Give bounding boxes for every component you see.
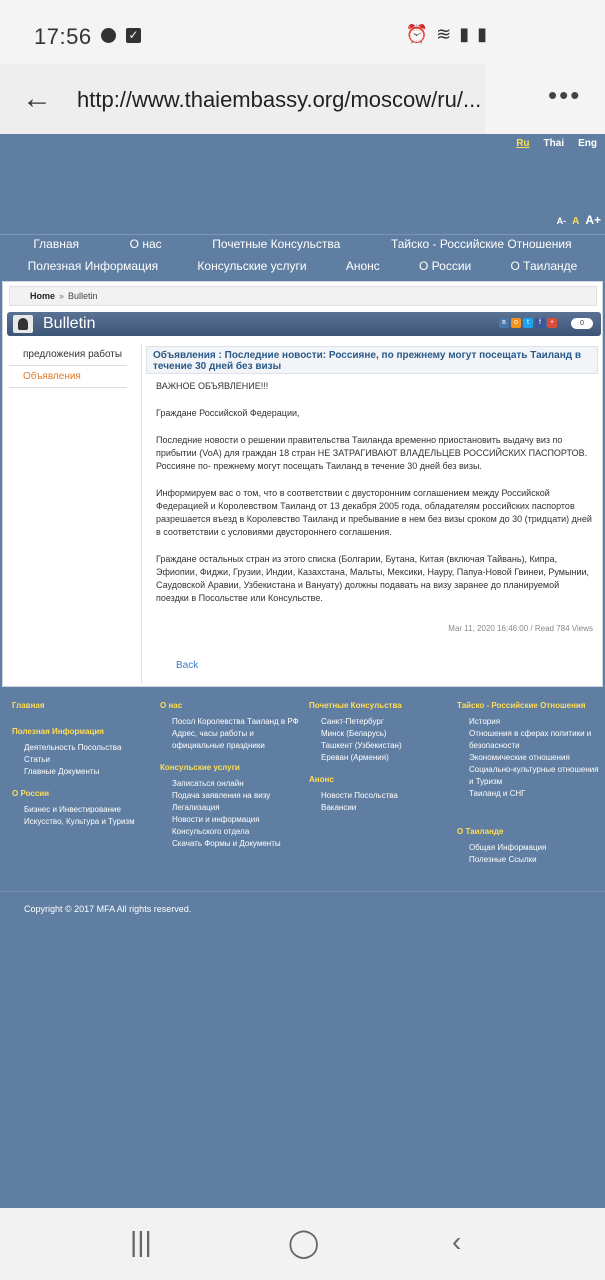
plus-icon[interactable]: + [547, 318, 557, 328]
sidebar-item-announcements[interactable]: Объявления [9, 366, 127, 388]
article-body [156, 380, 594, 619]
sidebar [9, 344, 127, 388]
lang-eng[interactable]: Eng [578, 138, 597, 149]
footer-col-3 [309, 700, 449, 814]
footer-link[interactable]: Статьи [24, 755, 50, 764]
font-default[interactable]: A [572, 216, 580, 227]
footer-link[interactable]: Подача заявления на визу [172, 791, 271, 800]
bulletin-icon [13, 315, 33, 333]
footer-link[interactable]: Тайско - Российские Отношения [457, 701, 586, 710]
footer-link[interactable]: Записаться онлайн [172, 779, 244, 788]
footer-link[interactable]: Ереван (Армения) [321, 753, 389, 762]
footer-col-2 [160, 700, 300, 850]
footer-link[interactable]: О России [12, 789, 50, 798]
footer-col-4 [457, 700, 599, 866]
lang-thai[interactable]: Thai [543, 138, 565, 149]
status-bar [0, 0, 605, 64]
article-heading: Объявления : Последние новости: Россияне, по прежнему могут посещать Таиланд в течение 30 дней без визы [146, 346, 598, 374]
footer-link[interactable]: О Таиланде [457, 827, 504, 836]
font-size-controls [557, 213, 601, 227]
nav-home[interactable]: Главная [33, 237, 80, 251]
footer-link[interactable]: Деятельность Посольства [24, 743, 122, 752]
share-count: 0 [571, 318, 593, 329]
nav-announce[interactable]: Анонс [345, 259, 380, 273]
battery-icon: ▮ [477, 24, 487, 44]
status-time: 17:56 [34, 24, 92, 49]
nav-russia[interactable]: О России [419, 259, 472, 273]
footer-link[interactable]: Экономические отношения [469, 753, 570, 762]
back-icon[interactable]: ‹ [452, 1226, 462, 1257]
footer-link[interactable]: Вакансии [321, 803, 357, 812]
footer-link[interactable]: Анонс [309, 775, 334, 784]
copyright: Copyright © 2017 MFA All rights reserved. [24, 904, 192, 914]
footer-link[interactable]: Главные Документы [24, 767, 100, 776]
footer-link[interactable]: Почетные Консульства [309, 701, 402, 710]
footer-link[interactable]: Минск (Беларусь) [321, 729, 387, 738]
back-arrow-icon[interactable]: ← [22, 82, 52, 115]
nav-consulates[interactable]: Почетные Консульства [212, 237, 341, 251]
home-icon[interactable]: ◯ [288, 1227, 320, 1258]
facebook-icon[interactable]: f [535, 318, 545, 328]
footer-link[interactable]: Искусство, Культура и Туризм [24, 817, 135, 826]
breadcrumb: Home » Bulletin [9, 286, 597, 306]
footer-link[interactable]: Ташкент (Узбекистан) [321, 741, 402, 750]
font-increase[interactable]: A+ [585, 213, 601, 227]
nav-thai-russian[interactable]: Тайско - Российские Отношения [390, 237, 572, 251]
checkbox-notification-icon: ✓ [126, 28, 141, 43]
footer-link[interactable]: Бизнес и Инвестирование [24, 805, 121, 814]
language-switcher [516, 138, 597, 149]
footer-link[interactable]: Таиланд и СНГ [469, 789, 526, 798]
footer-link[interactable]: Новости Посольства [321, 791, 398, 800]
footer-col-1 [12, 700, 152, 828]
article-paragraph: ВАЖНОЕ ОБЪЯВЛЕНИЕ!!! [156, 381, 269, 391]
footer-link[interactable]: О нас [160, 701, 183, 710]
footer-link[interactable]: Санкт-Петербург [321, 717, 384, 726]
alarm-icon: ⏰ [405, 24, 429, 44]
footer-link[interactable]: История [469, 717, 501, 726]
title-bar [7, 312, 601, 336]
footer-link[interactable]: Новости и информация Консульского отдела [172, 815, 260, 836]
more-menu-icon[interactable]: ••• [548, 80, 582, 110]
main-nav [0, 234, 605, 280]
article-paragraph: Граждане Российской Федерации, [156, 408, 300, 418]
nav-useful-info[interactable]: Полезная Информация [27, 259, 159, 273]
site-footer [0, 688, 605, 892]
article-area [141, 344, 601, 684]
footer-link[interactable]: Скачать Формы и Документы [172, 839, 281, 848]
footer-link[interactable]: Социально-культурные отношения и Туризм [469, 765, 599, 786]
footer-link[interactable]: Полезные Ссылки [469, 855, 537, 864]
main-panel [2, 281, 603, 687]
vk-icon[interactable]: в [499, 318, 509, 328]
signal-icon: ▮ [459, 24, 470, 44]
footer-link[interactable]: Полезная Информация [12, 727, 104, 736]
odnoklassniki-icon[interactable]: o [511, 318, 521, 328]
article-meta: Mar 11, 2020 16:46:00 / Read 784 Views [448, 624, 593, 633]
nav-consular[interactable]: Консульские услуги [197, 259, 307, 273]
nav-thailand[interactable]: О Таиланде [510, 259, 578, 273]
site-header [0, 134, 605, 234]
android-nav-bar [0, 1208, 605, 1280]
font-decrease[interactable]: A- [556, 216, 567, 226]
article-paragraph: Граждане остальных стран из этого списка (Болгарии, Бутана, Китая (включая Тайвань), Кипра, Эфиопии, Фиджи, Грузии, Индии, Казахстана, Мальты, Мексики, Науру, Папуа-Новой Гвинеи, Румынии, Саудовской Аравии, Узбекистана и Вануату) должны подавать на визу заранее до планируемой поездки в Посольстве или Консульстве. [156, 554, 589, 603]
footer-link[interactable]: Посол Королевства Таиланд в РФ [172, 717, 299, 726]
footer-link[interactable]: Главная [12, 701, 45, 710]
footer-link[interactable]: Отношения в сферах политики и безопасности [469, 729, 592, 750]
footer-link[interactable]: Легализация [172, 803, 220, 812]
lang-ru[interactable]: Ru [516, 138, 530, 149]
article-paragraph: Информируем вас о том, что в соответствии с двусторонним соглашением между Российской Федерацией и Королевством Таиланд от 13 декабря 2005 года, обладателям российских паспортов разрешается въезд в Королевство Таиланд и пребывание в нем без визы сроком до 30 (тридцати) дней в соответствии с условиями двустороннего соглашения. [156, 488, 592, 537]
url-field[interactable]: http://www.thaiembassy.org/moscow/ru/... [77, 87, 482, 112]
twitter-icon[interactable]: t [523, 318, 533, 328]
footer-link[interactable]: Адрес, часы работы и официальные праздники [172, 729, 265, 750]
sidebar-item-jobs[interactable]: предложения работы [9, 344, 127, 366]
notification-dot-icon [101, 28, 116, 43]
page-title: Bulletin [43, 315, 96, 332]
article-paragraph: Последние новости о решении правительства Таиланда временно приостановить выдачу виз по прибытии (VoA) для граждан 18 стран НЕ ЗАТРАГИВАЮТ ВЛАДЕЛЬЦЕВ РОССИЙСКИХ ПАСПОРТОВ. Россияне по- прежнему могут посещать Таиланд в течение 30 дней без визы. [156, 435, 588, 471]
breadcrumb-home[interactable]: Home [30, 291, 56, 301]
footer-link[interactable]: Общая Информация [469, 843, 547, 852]
browser-address-bar [0, 64, 605, 134]
recent-apps-icon[interactable]: ||| [130, 1226, 152, 1257]
breadcrumb-current: Bulletin [68, 291, 98, 301]
wifi-icon: ≋ [436, 24, 452, 44]
footer-link[interactable]: Консульские услуги [160, 763, 240, 772]
share-buttons [499, 318, 557, 328]
nav-about[interactable]: О нас [129, 237, 162, 251]
back-link[interactable]: Back [176, 660, 199, 671]
